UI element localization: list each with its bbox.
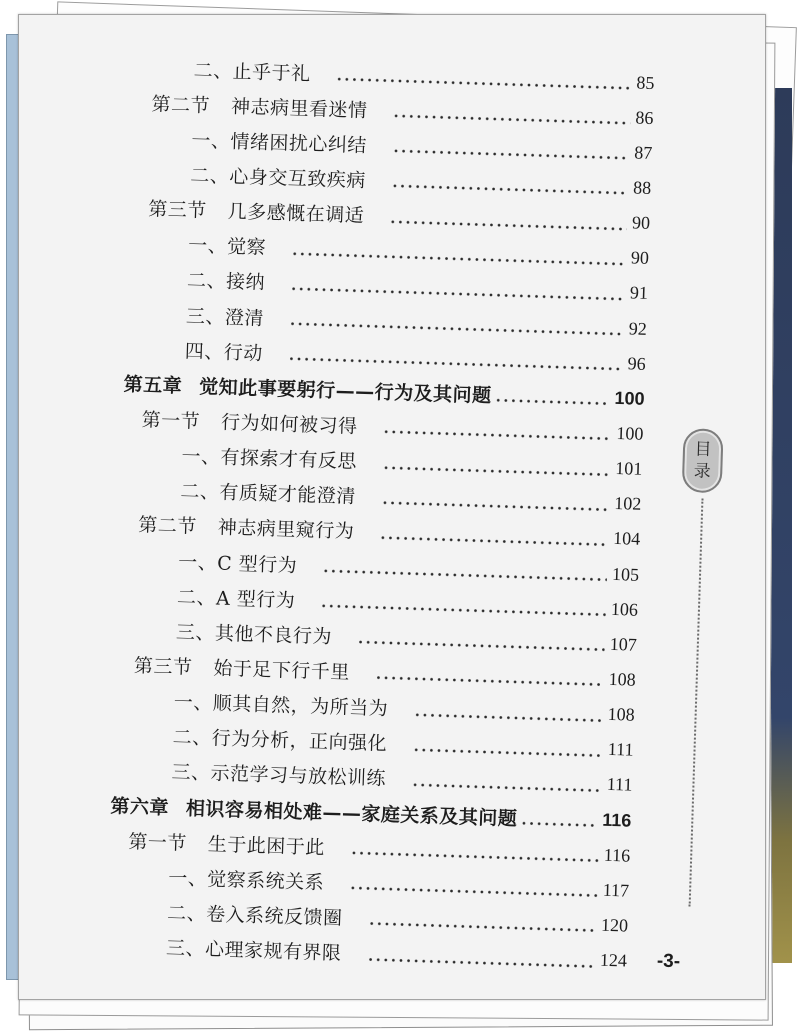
toc-item-label: 二、行为分析，正向强化: [172, 726, 388, 756]
toc-page-number: 86: [635, 107, 654, 128]
side-tab-char-upper: 目: [694, 439, 712, 460]
toc-section-title: 始于足下行千里: [213, 657, 351, 684]
toc-page-number: 106: [610, 598, 639, 620]
toc-page-number: 111: [606, 774, 633, 796]
toc-section-number: 第二节: [137, 514, 198, 539]
dot-leader: [367, 922, 595, 933]
toc-page-number: 116: [603, 844, 631, 866]
side-tab-char-lower: 录: [693, 461, 712, 482]
toc-page-number: 124: [599, 949, 628, 971]
toc-page-number: 87: [633, 142, 653, 163]
toc-page-number: 108: [607, 703, 635, 725]
toc-section-title: 行为如何被习得: [220, 411, 358, 438]
toc-page-number: 111: [607, 739, 634, 760]
toc-page-number: 90: [630, 247, 650, 269]
dot-leader: [357, 640, 605, 652]
dot-leader: [288, 357, 623, 372]
toc-section-number: 第二节: [151, 92, 211, 117]
toc-page-number: 102: [613, 493, 642, 515]
toc-page-number: 88: [632, 177, 652, 198]
toc-item-label: 一、有探索才有反思: [181, 445, 358, 473]
dot-leader: [350, 851, 599, 863]
toc-item-label: 三、心理家规有界限: [165, 937, 342, 965]
toc-item-label: 二、有质疑才能澄清: [180, 480, 357, 509]
toc-page-number: 90: [631, 212, 651, 234]
toc-page-number: 104: [612, 528, 641, 550]
dot-leader: [349, 886, 598, 898]
dot-leader: [412, 747, 603, 757]
toc-section-number: 第一节: [128, 830, 188, 855]
page-folio: -3-: [656, 950, 681, 973]
toc-page-number: 101: [615, 458, 643, 479]
dot-leader: [290, 287, 625, 302]
toc-page-number: 107: [609, 633, 638, 655]
contents-side-tab: [682, 428, 724, 493]
toc-page-number: 108: [608, 668, 637, 690]
toc-item-label: 三、示范学习与放松训练: [171, 761, 387, 791]
toc-item-label: 三、澄清: [185, 304, 265, 330]
toc-page-number: 85: [636, 72, 655, 93]
toc-item-label: 一、情绪困扰心纠结: [191, 129, 368, 157]
toc-page-number: 105: [611, 563, 640, 585]
toc-chapter-title: 相识容易相处难——家庭关系及其问题: [185, 797, 518, 830]
dot-leader: [382, 430, 611, 441]
toc-chapter-title: 觉知此事要躬行——行为及其问题: [198, 375, 492, 407]
toc-section-number: 第三节: [133, 654, 193, 679]
toc-item-label: 二、A 型行为: [176, 585, 296, 612]
toc-item-label: 一、觉察: [187, 234, 267, 260]
dot-leader: [411, 783, 602, 793]
toc-page-number: 100: [614, 387, 645, 409]
dot-leader: [392, 114, 630, 125]
toc-section-title: 神志病里看迷情: [230, 95, 368, 122]
toc-item-label: 二、止乎于礼: [193, 59, 311, 85]
toc-section-number: 第一节: [141, 409, 201, 433]
toc-item-label: 三、其他不良行为: [175, 621, 333, 648]
toc-item-label: 一、顺其自然，为所当为: [173, 691, 389, 721]
toc-chapter-number: 第五章: [123, 373, 183, 398]
toc-page-number: 100: [616, 422, 644, 444]
dot-leader: [289, 322, 624, 337]
dot-leader: [320, 604, 606, 617]
toc-page-number: 91: [629, 282, 649, 304]
toc-item-label: 二、心身交互致疾病: [189, 164, 367, 192]
toc-section-title: 几多感慨在调适: [227, 200, 365, 228]
toc-item-label: 一、C 型行为: [177, 550, 298, 577]
toc-section-title: 神志病里窥行为: [217, 516, 355, 544]
toc-page-number: 116: [601, 809, 632, 831]
table-of-contents: [18, 46, 655, 979]
toc-chapter-number: 第六章: [110, 794, 170, 819]
dot-leader: [291, 251, 626, 266]
dot-leader: [392, 149, 629, 160]
toc-item-label: 二、卷入系统反馈圈: [166, 902, 343, 930]
toc-item-label: 四、行动: [184, 340, 264, 365]
printed-contents-block: [18, 14, 766, 1000]
toc-item-label: 二、接纳: [186, 269, 266, 295]
dot-leader: [382, 465, 610, 476]
contents-page: [18, 14, 766, 1000]
dot-leader: [413, 712, 603, 722]
toc-page-number: 120: [600, 914, 629, 936]
dot-leader: [379, 535, 608, 546]
dot-leader: [520, 821, 597, 827]
dot-leader: [391, 184, 628, 195]
dot-leader: [322, 569, 607, 582]
side-tab-dotted-rule: [689, 499, 704, 907]
dot-leader: [375, 676, 604, 687]
toc-section-number: 第三节: [147, 198, 208, 223]
dot-leader: [381, 500, 609, 511]
dot-leader: [366, 957, 594, 968]
dot-leader: [494, 398, 609, 406]
toc-page-number: 117: [602, 879, 630, 901]
dot-leader: [389, 219, 627, 230]
toc-section-title: 生于此困于此: [207, 833, 326, 859]
toc-item-label: 一、觉察系统关系: [167, 866, 325, 894]
toc-page-number: 92: [628, 317, 648, 339]
dot-leader: [335, 77, 631, 90]
toc-page-number: 96: [627, 352, 646, 374]
